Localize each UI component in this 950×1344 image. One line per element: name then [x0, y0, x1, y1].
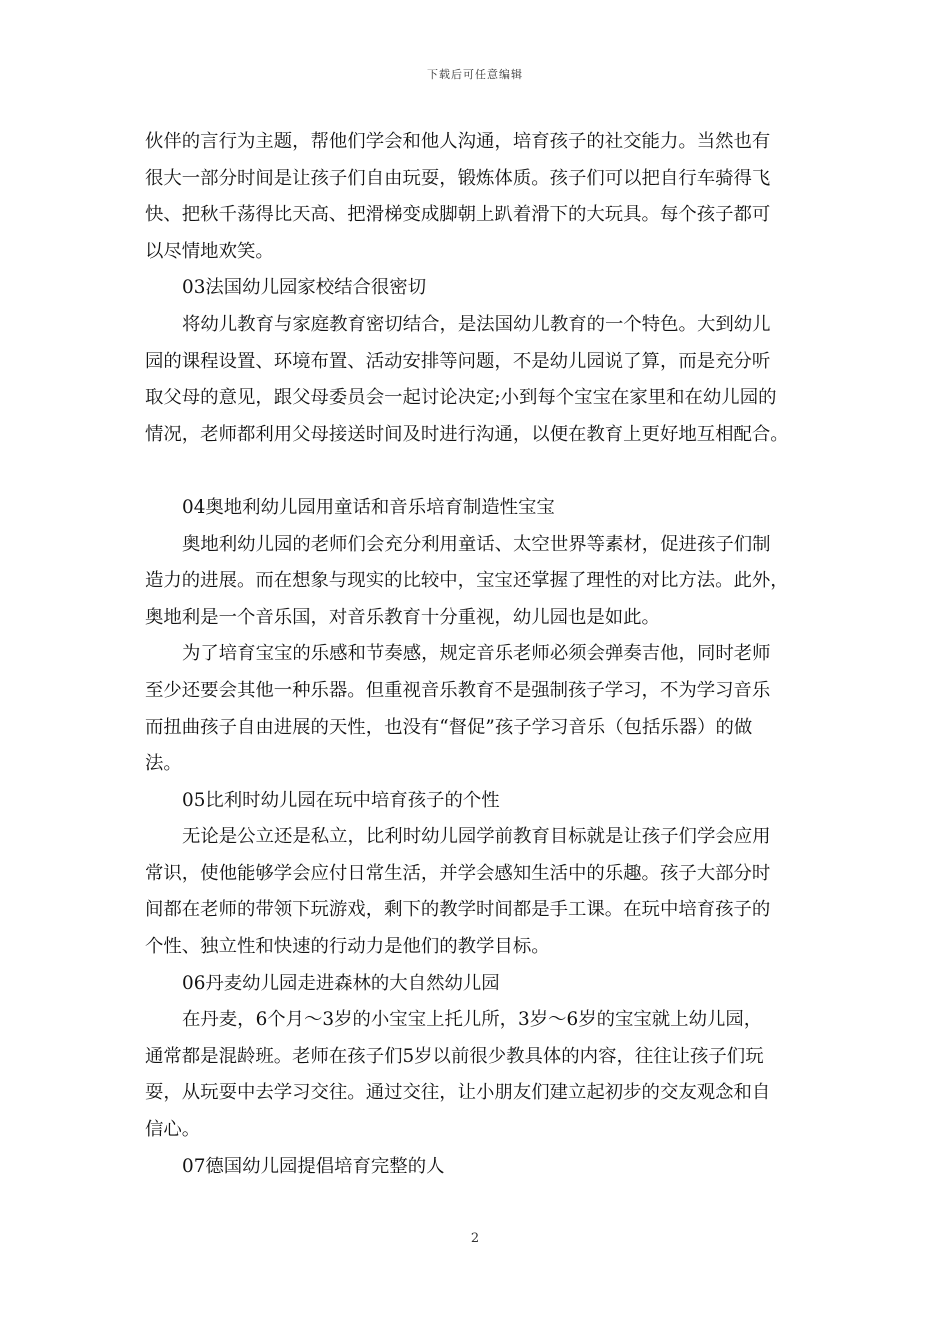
- text-line: 快、把秋千荡得比天高、把滑梯变成脚朝上趴着滑下的大玩具。每个孩子都可: [145, 204, 771, 226]
- text-line: 取父母的意见，跟父母委员会一起讨论决定;小到每个宝宝在家里和在幼儿园的: [145, 387, 777, 409]
- text-line: 将幼儿教育与家庭教育密切结合，是法国幼儿教育的一个特色。大到幼儿: [182, 313, 771, 335]
- text-line: 园的课程设置、环境布置、活动安排等问题，不是幼儿园说了算，而是充分听: [145, 350, 771, 372]
- text-line: 07德国幼儿园提倡培育完整的人: [182, 1155, 445, 1177]
- text-line: 间都在老师的带领下玩游戏，剩下的教学时间都是手工课。在玩中培育孩子的: [145, 899, 771, 921]
- text-line: 个性、独立性和快速的行动力是他们的教学目标。: [145, 936, 550, 958]
- page-header: 下载后可任意编辑: [427, 68, 523, 81]
- text-line: 通常都是混龄班。老师在孩子们5岁以前很少教具体的内容，往往让孩子们玩: [145, 1045, 764, 1067]
- text-line: 为了培育宝宝的乐感和节奏感，规定音乐老师必须会弹奏吉他，同时老师: [182, 643, 771, 665]
- text-line: 06丹麦幼儿园走进森林的大自然幼儿园: [182, 972, 500, 994]
- text-line: 奥地利幼儿园的老师们会充分利用童话、太空世界等素材，促进孩子们制: [182, 533, 771, 555]
- page-number: 2: [470, 1231, 480, 1246]
- text-line: 造力的进展。而在想象与现实的比较中，宝宝还掌握了理性的对比方法。此外，: [145, 570, 789, 592]
- blank-line: [145, 453, 820, 490]
- text-line: 以尽情地欢笑。: [145, 240, 274, 262]
- text-line: 奥地利是一个音乐国，对音乐教育十分重视，幼儿园也是如此。: [145, 606, 660, 628]
- text-line: 04奥地利幼儿园用童话和音乐培育制造性宝宝: [182, 496, 555, 518]
- text-line: 法。: [145, 753, 182, 775]
- text-line: 信心。: [145, 1119, 201, 1141]
- text-line: 在丹麦，6个月～3岁的小宝宝上托儿所，3岁～6岁的宝宝就上幼儿园，: [182, 1009, 763, 1031]
- text-line: 常识，使他能够学会应付日常生活，并学会感知生活中的乐趣。孩子大部分时: [145, 862, 771, 884]
- text-line: 03法国幼儿园家校结合很密切: [182, 277, 427, 299]
- text-line: 无论是公立还是私立，比利时幼儿园学前教育目标就是让孩子们学会应用: [182, 826, 771, 848]
- text-line: 耍，从玩耍中去学习交往。通过交往，让小朋友们建立起初步的交友观念和自: [145, 1082, 771, 1104]
- text-line: 而扭曲孩子自由进展的天性，也没有“督促”孩子学习音乐（包括乐器）的做: [145, 716, 753, 738]
- text-line: 05比利时幼儿园在玩中培育孩子的个性: [182, 789, 500, 811]
- document-body: [145, 124, 820, 1185]
- text-line: 伙伴的言行为主题，帮他们学会和他人沟通，培育孩子的社交能力。当然也有: [145, 131, 771, 152]
- text-line: 很大一部分时间是让孩子们自由玩耍，锻炼体质。孩子们可以把自行车骑得飞: [145, 167, 771, 189]
- text-line: 情况，老师都利用父母接送时间及时进行沟通，以便在教育上更好地互相配合。: [145, 423, 789, 445]
- text-line: 至少还要会其他一种乐器。但重视音乐教育不是强制孩子学习，不为学习音乐: [145, 679, 771, 701]
